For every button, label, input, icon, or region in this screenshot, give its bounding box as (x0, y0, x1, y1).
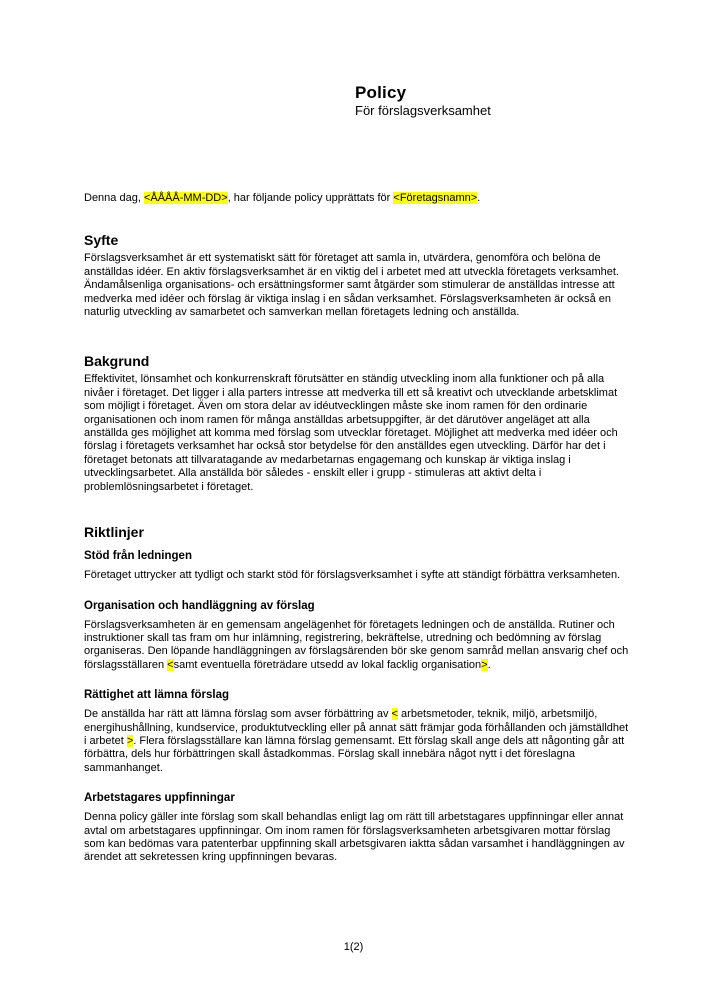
subsection-heading-arbetstagares-uppfinningar: Arbetstagares uppfinningar (84, 792, 235, 805)
document-content (84, 0, 629, 865)
text-segment: Denna policy gäller inte förslag som skall behandlas enligt lag om rätt till arbetstagares uppfinningar eller annat avtal om arbetstagares uppfinningar. Om inom ramen för förslagsverksamheten arbetsgivaren mottar förslag som kan bedömas vara patenterbar uppfinning skall arbetsgivaren iaktta sådan varsamhet i handläggningen av ärendet att sekretessen kring uppfinningen bevaras. (84, 811, 625, 864)
document-title: Policy (355, 83, 407, 102)
text-segment: , har följande policy upprättats för (227, 192, 394, 204)
section-body-bakgrund (84, 373, 629, 494)
subsection-body-stod-fran-ledningen (84, 569, 629, 582)
subsection-heading-organisation-och-handlaggning: Organisation och handläggning av förslag (84, 599, 315, 612)
subsection-heading-rattighet-att-lamna-forslag: Rättighet att lämna förslag (84, 689, 230, 702)
text-segment: Denna dag, (84, 192, 144, 204)
subsection-body-arbetstagares-uppfinningar (84, 811, 629, 865)
highlighted-text: <Företagsnamn> (393, 192, 478, 204)
text-segment: . (477, 192, 481, 204)
text-segment: arbetsmetoder, teknik, miljö, arbetsmiljö, energihushållning, kundservice, produktutveckling eller på annat sätt främjar goda förhållanden och jämställdhet i arbetet (84, 708, 629, 747)
highlighted-text: < (167, 658, 174, 671)
subsection-body-rattighet-att-lamna-forslag (84, 708, 629, 775)
text-segment: Företaget uttrycker att tydligt och starkt stöd för förslagsverksamhet i syfte att ständigt förbättra verksamheten. (84, 569, 621, 582)
document-subtitle: För förslagsverksamhet (355, 103, 491, 118)
text-segment: . (487, 658, 491, 671)
highlighted-text: > (481, 658, 488, 671)
text-segment: samt eventuella företrädare utsedd av lokal facklig organisation (173, 658, 482, 671)
text-segment: De anställda har rätt att lämna förslag som avser förbättring av (84, 708, 392, 721)
document-header (355, 0, 629, 119)
intro-line (84, 192, 629, 205)
section-heading-syfte: Syfte (84, 232, 119, 249)
text-segment: Effektivitet, lönsamhet och konkurrenskraft förutsätter en ständig utveckling inom alla funktioner och på alla nivåer i företaget. Det ligger i alla parters intresse att medverka till ett så kreativt och utvecklande arbetsklimat som möjligt i företaget. Även om stora delar av idéutvecklingen måste ske inom ramen för den ordinarie organisationen och inom ramen för många anställdas arbetsuppgifter, är det därutöver angeläget att alla anställda ges möjlighet att komma med förslag som utvecklar företaget. Möjlighet att medverka med idéer och förslag i företagets verksamhet har också stor betydelse för den anställdes egen utveckling. Därför har det i företaget betonats att tillvaratagande av medarbetarnas engagemang och kunskap är viktiga inslag i utvecklingsarbetet. Alla anställda bör således - enskilt eller i grupp - stimuleras att aktivt delta i problemlösningsarbetet i företaget. (84, 373, 618, 493)
subsection-heading-stod-fran-ledningen: Stöd från ledningen (84, 550, 192, 563)
highlighted-text: < (391, 708, 398, 721)
text-segment: Förslagsverksamheten är en gemensam angelägenhet för företagets ledningen och de anställda. Rutiner och instruktioner skall tas fram om hur inlämning, registrering, bekräftelse, utredning och bedömning av förslag organiseras. Den löpande handläggningen av förslagsärenden bör ske genom samråd mellan ansvarig chef och förslagsställaren (84, 618, 629, 671)
section-heading-bakgrund: Bakgrund (84, 353, 150, 370)
highlighted-text: > (126, 734, 134, 747)
page-footer (0, 941, 707, 954)
subsection-body-organisation-och-handlaggning (84, 619, 629, 673)
text-segment: . Flera förslagsställare kan lämna förslag gemensamt. Ett förslag skall ange dels att någonting går att förbättra, dels hur förbättringen skall åstadkommas. Förslag skall innebära något nytt i det föreslagna sammanhanget. (84, 734, 625, 774)
section-heading-riktlinjer: Riktlinjer (84, 524, 144, 541)
section-body-syfte (84, 252, 629, 319)
text-segment: Förslagsverksamhet är ett systematiskt sätt för företaget att samla in, utvärdera, genomföra och belöna de anställdas idéer. En aktiv förslagsverksamhet är en viktig del i arbetet med att utveckla företagets verksamhet. Ändamålsenliga organisations- och ersättningsformer samt åtgärder som stimulerar de anställdas intresse att medverka med idéer och förslag är viktiga inslag i en sådan verksamhet. Förslagsverksamheten är också en naturlig utveckling av samarbetet och samverkan mellan företagets ledning och anställda. (84, 252, 619, 319)
highlighted-text: <ÅÅÅÅ-MM-DD> (143, 192, 228, 204)
page-number: 1(2) (343, 941, 364, 953)
